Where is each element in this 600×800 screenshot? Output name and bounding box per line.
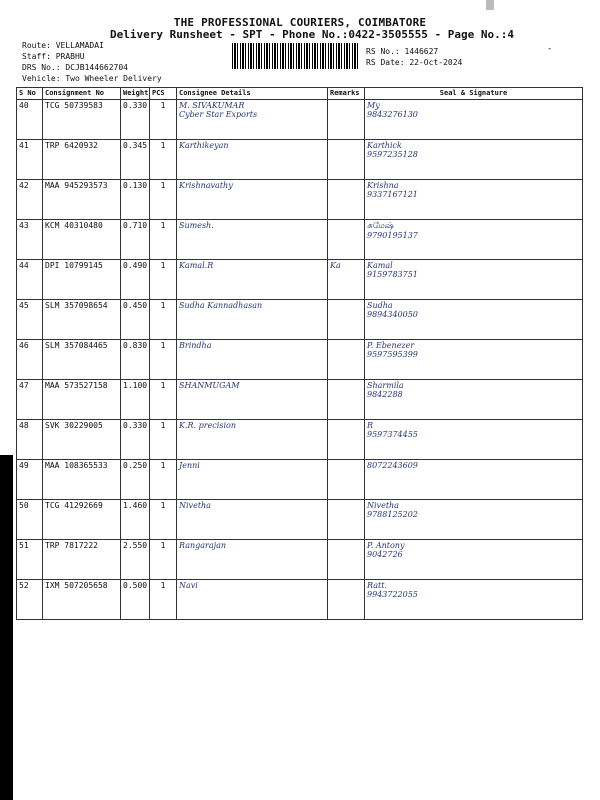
weight-cell: 0.710 (121, 220, 150, 260)
col-header-weight: Weight (121, 88, 150, 100)
table-row (17, 180, 583, 220)
remarks-cell (328, 100, 365, 140)
scan-shadow-edge (0, 455, 13, 800)
signature-cell (365, 220, 583, 260)
remarks-cell (328, 300, 365, 340)
consignee-cell (177, 340, 328, 380)
consignment-cell: MAA 108365533 (43, 460, 121, 500)
signature-cell (365, 500, 583, 540)
remarks-cell (328, 580, 365, 620)
route-info (22, 40, 162, 84)
consignment-cell: MAA 945293573 (43, 180, 121, 220)
signature-cell (365, 140, 583, 180)
table-row (17, 500, 583, 540)
pcs-cell: 1 (150, 340, 177, 380)
col-header-consignment: Consignment No (43, 88, 121, 100)
signature-cell (365, 460, 583, 500)
signature-cell (365, 300, 583, 340)
weight-cell: 0.330 (121, 100, 150, 140)
consignment-cell: TCG 50739583 (43, 100, 121, 140)
consignee-name: M. SIVAKUMAR (179, 101, 245, 110)
table-row (17, 420, 583, 460)
table-row (17, 140, 583, 180)
remarks-cell (328, 460, 365, 500)
sno-cell: 46 (17, 340, 43, 380)
consignee-name: Nivetha (179, 501, 211, 510)
consignee-cell (177, 100, 328, 140)
signature-cell (365, 340, 583, 380)
pcs-cell: 1 (150, 380, 177, 420)
signature-phone: 9843276130 (367, 110, 418, 119)
consignment-cell: SVK 30229005 (43, 420, 121, 460)
col-header-pcs: PCS (150, 88, 177, 100)
consignee-cell (177, 260, 328, 300)
table-row (17, 260, 583, 300)
table-header-row (17, 88, 583, 100)
consignment-cell: SLM 357098654 (43, 300, 121, 340)
consignee-name: K.R. precision (179, 421, 236, 430)
consignee-name: Navi (179, 581, 198, 590)
signature-mark: 8072243609 (367, 461, 418, 470)
pcs-cell: 1 (150, 220, 177, 260)
remarks-cell (328, 220, 365, 260)
consignee-cell (177, 220, 328, 260)
table-row (17, 220, 583, 260)
weight-cell: 0.500 (121, 580, 150, 620)
signature-mark: R (367, 421, 374, 430)
signature-phone: 9337167121 (367, 190, 418, 199)
signature-mark: சுமேஷ் (367, 221, 394, 230)
consignee-cell (177, 500, 328, 540)
consignment-cell: SLM 357084465 (43, 340, 121, 380)
table-row (17, 580, 583, 620)
signature-mark: Karthick (367, 141, 402, 150)
consignment-cell: TRP 7817222 (43, 540, 121, 580)
consignee-name: Brindha (179, 341, 212, 350)
pcs-cell: 1 (150, 460, 177, 500)
pcs-cell: 1 (150, 500, 177, 540)
signature-cell (365, 540, 583, 580)
weight-cell: 1.460 (121, 500, 150, 540)
remarks-cell (328, 340, 365, 380)
table-row (17, 300, 583, 340)
consignee-cell (177, 420, 328, 460)
remarks-cell (328, 500, 365, 540)
consignee-cell (177, 180, 328, 220)
pcs-cell: 1 (150, 100, 177, 140)
signature-cell (365, 420, 583, 460)
consignee-name: Krishnavathy (179, 181, 233, 190)
pcs-cell: 1 (150, 580, 177, 620)
consignee-name: Kamal.R (179, 261, 214, 270)
signature-phone: 9597595399 (367, 350, 418, 359)
scan-mark (486, 0, 494, 10)
table-row (17, 540, 583, 580)
col-header-remarks: Remarks (328, 88, 365, 100)
signature-phone: 9790195137 (367, 231, 418, 240)
company-title: THE PROFESSIONAL COURIERS, COIMBATORE (173, 16, 427, 29)
consignee-cell (177, 580, 328, 620)
weight-cell: 2.550 (121, 540, 150, 580)
consignee-name: SHANMUGAM (179, 381, 240, 390)
col-header-signature: Seal & Signature (365, 88, 583, 100)
sno-cell: 51 (17, 540, 43, 580)
pcs-cell: 1 (150, 540, 177, 580)
sno-cell: 47 (17, 380, 43, 420)
weight-cell: 0.330 (121, 420, 150, 460)
signature-phone: 9597235128 (367, 150, 418, 159)
sno-cell: 50 (17, 500, 43, 540)
remarks-cell (328, 140, 365, 180)
consignee-cell (177, 460, 328, 500)
sno-cell: 43 (17, 220, 43, 260)
sno-cell: 45 (17, 300, 43, 340)
weight-cell: 0.490 (121, 260, 150, 300)
signature-phone: 9597374455 (367, 430, 418, 439)
signature-mark: Kamal (367, 261, 393, 270)
signature-cell (365, 180, 583, 220)
table-row (17, 100, 583, 140)
signature-mark: Ratt. (367, 581, 387, 590)
vehicle-line: Vehicle: Two Wheeler Delivery (22, 74, 162, 83)
consignee-name: Sudha Kannadhasan (179, 301, 263, 310)
signature-mark: Nivetha (367, 501, 399, 510)
consignee-name: Karthikeyan (179, 141, 229, 150)
runsheet-subtitle: Delivery Runsheet - SPT - Phone No.:0422-3505555 - Page No.:4 (110, 28, 514, 41)
signature-mark: P. Antony (367, 541, 405, 550)
signature-mark: Krishna (367, 181, 399, 190)
weight-cell: 0.250 (121, 460, 150, 500)
signature-phone: 9159783751 (367, 270, 418, 279)
signature-cell (365, 580, 583, 620)
signature-phone: 9788125202 (367, 510, 418, 519)
signature-mark: Sudha (367, 301, 393, 310)
consignee-name: Jenni (179, 461, 200, 470)
signature-mark: P. Ebenezer (367, 341, 415, 350)
remarks-cell: Ka (328, 260, 365, 300)
weight-cell: 0.450 (121, 300, 150, 340)
staff-line: Staff: PRABHU (22, 52, 85, 61)
table-row (17, 460, 583, 500)
table-row (17, 340, 583, 380)
sno-cell: 40 (17, 100, 43, 140)
remarks-cell (328, 180, 365, 220)
consignment-cell: KCM 40310480 (43, 220, 121, 260)
consignee-name: Rangarajan (179, 541, 227, 550)
signature-phone: 9842288 (367, 390, 403, 399)
signature-mark: Sharmila (367, 381, 404, 390)
barcode (232, 43, 358, 69)
signature-cell (365, 100, 583, 140)
sno-cell: 42 (17, 180, 43, 220)
remarks-cell (328, 380, 365, 420)
consignment-cell: MAA 573527158 (43, 380, 121, 420)
signature-cell (365, 260, 583, 300)
sno-cell: 52 (17, 580, 43, 620)
weight-cell: 0.130 (121, 180, 150, 220)
signature-mark: My (367, 101, 380, 110)
consignment-cell: TCG 41292669 (43, 500, 121, 540)
sno-cell: 49 (17, 460, 43, 500)
consignment-cell: DPI 10799145 (43, 260, 121, 300)
consignee-company: Cyber Star Exports (179, 110, 258, 119)
consignee-cell (177, 380, 328, 420)
signature-phone: 9042726 (367, 550, 403, 559)
runsheet-table (16, 87, 583, 620)
remarks-cell (328, 540, 365, 580)
signature-phone: 9943722055 (367, 590, 418, 599)
weight-cell: 0.830 (121, 340, 150, 380)
consignment-cell: TRP 6420932 (43, 140, 121, 180)
consignee-name: Sumesh. (179, 221, 214, 230)
route-line: Route: VELLAMADAI (22, 41, 104, 50)
col-header-consignee: Consignee Details (177, 88, 328, 100)
remarks-cell (328, 420, 365, 460)
sno-cell: 48 (17, 420, 43, 460)
rs-number: RS No.: 1446627 (366, 47, 439, 56)
consignee-cell (177, 300, 328, 340)
col-header-sno: S No (17, 88, 43, 100)
consignee-cell (177, 140, 328, 180)
pcs-cell: 1 (150, 140, 177, 180)
signature-cell (365, 380, 583, 420)
rs-date: RS Date: 22-Oct-2024 (366, 58, 463, 67)
dash-mark: - (547, 44, 553, 54)
pcs-cell: 1 (150, 420, 177, 460)
consignee-cell (177, 540, 328, 580)
sno-cell: 44 (17, 260, 43, 300)
signature-phone: 9894340050 (367, 310, 418, 319)
sno-cell: 41 (17, 140, 43, 180)
pcs-cell: 1 (150, 260, 177, 300)
drs-line: DRS No.: DCJB144662704 (22, 63, 128, 72)
pcs-cell: 1 (150, 300, 177, 340)
pcs-cell: 1 (150, 180, 177, 220)
weight-cell: 1.100 (121, 380, 150, 420)
table-row (17, 380, 583, 420)
weight-cell: 0.345 (121, 140, 150, 180)
rs-info (366, 46, 462, 68)
consignment-cell: IXM 507205658 (43, 580, 121, 620)
